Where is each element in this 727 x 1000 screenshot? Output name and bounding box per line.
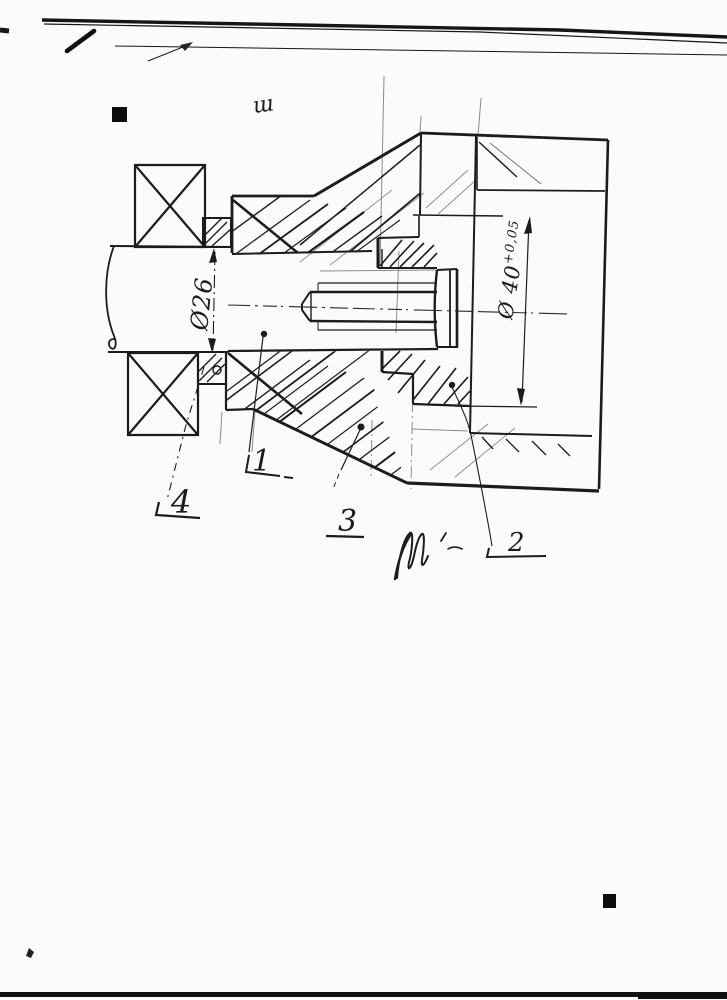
part-label-4: 4 [171,483,192,521]
dim-d26 [185,248,219,353]
registration-square-top [112,107,127,122]
leader-part-2 [449,382,546,557]
sleeve-housing-outline [226,133,608,491]
arrow-doodle [148,42,193,61]
registration-square-bottom [603,894,616,908]
washer-bottom [198,352,226,384]
dim-d26-text: Ø26 [185,275,219,332]
washer-top [203,218,231,247]
pen-mark-sh: ɯ [251,91,276,119]
page-bottom-band [0,992,727,999]
scan-top-band [0,20,727,55]
part-label-1: 1 [252,444,272,479]
part-label-3: 3 [338,504,358,539]
right-block [470,136,608,489]
bearing-bottom [128,353,198,435]
dim-d40-text: Ø $40^{+0,05}$ [493,218,526,321]
hatch-sleeve-top [190,145,485,316]
bolt [302,269,457,348]
corner-speck [26,948,34,958]
pen-tick-mark [67,31,94,51]
bolt-head-left-face [435,270,437,347]
end-cover-flange-top [378,216,437,268]
part-label-2: 2 [508,528,525,558]
hatch-sleeve-bottom [175,330,472,504]
bearing-top [135,165,205,247]
signature-scribble [395,533,462,579]
